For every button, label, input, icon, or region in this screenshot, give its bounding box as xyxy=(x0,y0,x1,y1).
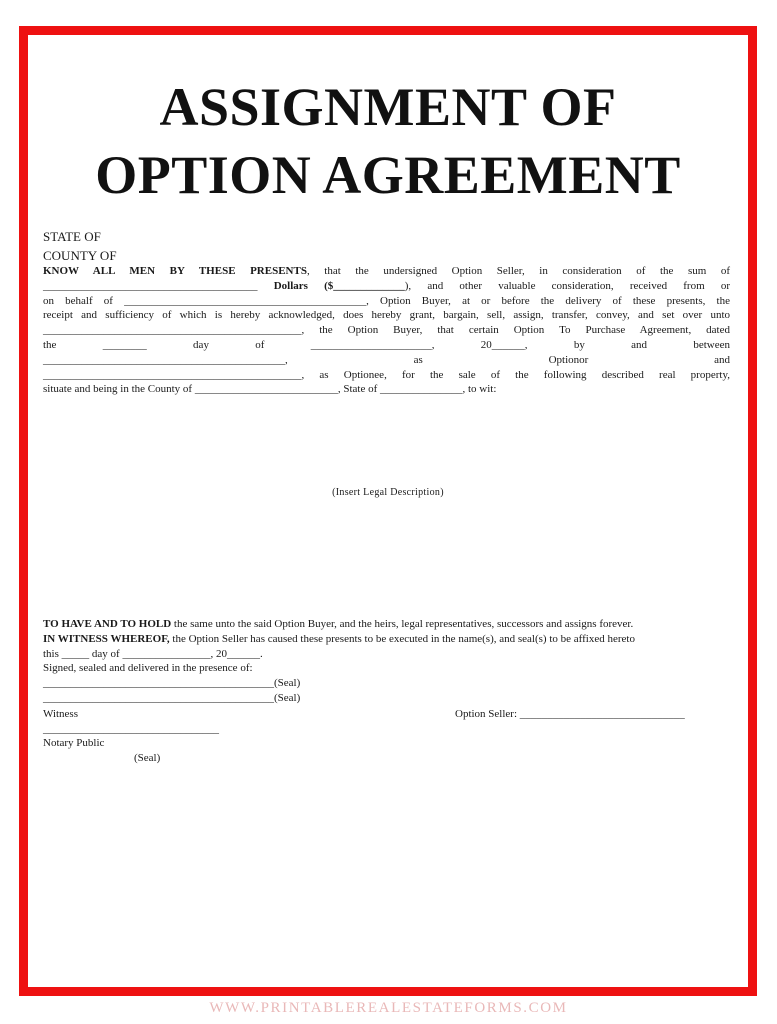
document-frame xyxy=(19,26,757,996)
county-label: COUNTY OF xyxy=(43,248,117,263)
title-line-1: ASSIGNMENT OF xyxy=(159,77,617,137)
notary-public-label: Notary Public xyxy=(43,737,105,749)
state-label: STATE OF xyxy=(43,229,101,244)
website-watermark: WWW.PRINTABLEREALESTATEFORMS.COM xyxy=(209,1000,568,1016)
body-line-4: receipt and sufficiency of which is hereby acknowledged, does hereby grant, bargain, sell, assign, transfer, convey, and set over unto xyxy=(43,309,730,322)
jurisdiction-block xyxy=(43,227,730,265)
dollars-amount: Dollars ($_____________ xyxy=(273,279,405,292)
body-line-1: KNOW ALL MEN BY THESE PRESENTS, that the undersigned Option Seller, in consideration of the sum of xyxy=(43,265,731,277)
body-line-9: situate and being in the County of __________________________, State of _______________, to wit: xyxy=(43,383,497,396)
title-line-2: OPTION AGREEMENT xyxy=(95,145,681,205)
body-line-5: _______________________________________________, the Option Buyer, that certain Option To Purchase Agreement, dated xyxy=(43,324,730,337)
habendum-line: TO HAVE AND TO HOLD the same unto the said Option Buyer, and the heirs, legal representatives, successors and assigns forever. xyxy=(43,618,634,630)
body-line-6: the ________ day of ______________________, 20______, by and between xyxy=(43,338,730,351)
body-paragraph xyxy=(43,264,730,397)
body-line-8: _______________________________________________, as Optionee, for the sale of the following described real property, xyxy=(43,368,730,381)
witness-whereof-line: IN WITNESS WHEREOF, the Option Seller has caused these presents to be executed in the name(s), and seal(s) to be affixed hereto xyxy=(43,632,635,645)
seal-signature-line-1: __________________________________________(Seal) xyxy=(43,677,301,689)
document-title xyxy=(28,73,748,209)
option-seller-signature: Option Seller: ______________________________ xyxy=(455,708,685,720)
body-line-7: ____________________________________________, as Optionor and xyxy=(43,353,730,366)
legal-description-placeholder: (Insert Legal Description) xyxy=(332,487,444,498)
signed-sealed-line: Signed, sealed and delivered in the presence of: xyxy=(43,662,253,675)
body-line-2: _______________________________________ Dollars ($_____________), and other valuable consideration, received from or xyxy=(43,279,731,292)
notary-seal-label: (Seal) xyxy=(134,752,161,764)
body-line-3: on behalf of ____________________________________________, Option Buyer, at or before the delivery of these presents, the xyxy=(43,294,730,307)
execution-date-line: this _____ day of ________________, 20______. xyxy=(43,647,263,660)
witness-label: Witness xyxy=(43,708,78,720)
seal-signature-line-2: __________________________________________(Seal) xyxy=(43,692,301,704)
notary-signature-line: ________________________________ xyxy=(43,723,219,735)
closing-block xyxy=(43,617,730,676)
know-all-men-phrase: KNOW ALL MEN BY THESE PRESENTS xyxy=(43,265,307,277)
